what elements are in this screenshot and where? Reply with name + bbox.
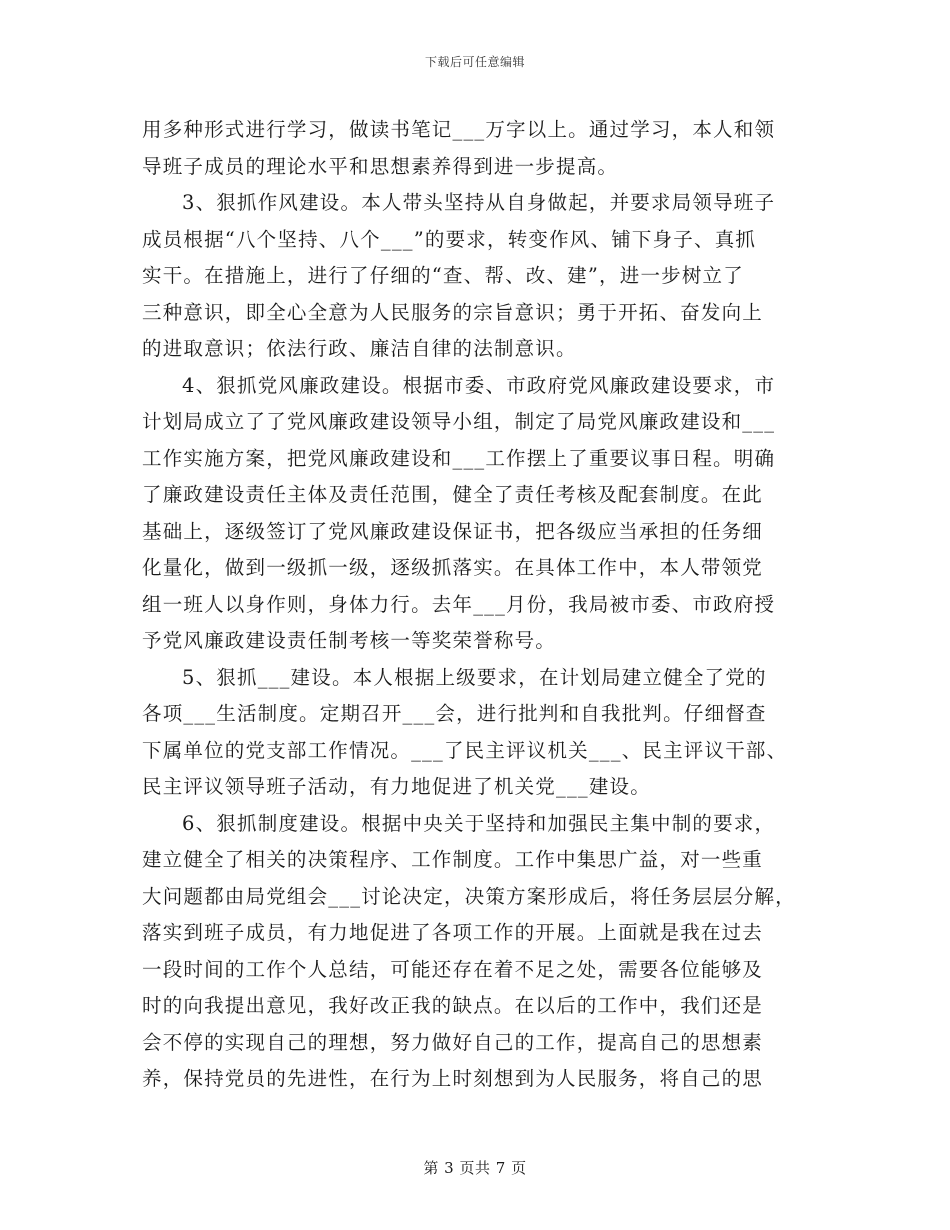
paragraph-line: 成员根据“八个坚持、八个___”的要求，转变作风、铺下身子、真抓 bbox=[142, 227, 757, 251]
paragraph-line: 计划局成立了了党风廉政建设领导小组，制定了局党风廉政建设和___ bbox=[142, 410, 776, 433]
paragraph-line: 化量化，做到一级抓一级，逐级抓落实。在具体工作中，本人带领党 bbox=[142, 556, 764, 579]
paragraph-line: 养，保持党员的先进性，在行为上时刻想到为人民服务，将自己的思 bbox=[142, 1067, 764, 1090]
paragraph-line: 下属单位的党支部工作情况。___了民主评议机关___、民主评议干部、 bbox=[142, 738, 788, 762]
paragraph-line: 三种意识，即全心全意为人民服务的宗旨意识；勇于开拓、奋发向上 bbox=[142, 300, 764, 324]
paragraph-line: 会不停的实现自己的理想，努力做好自己的工作，提高自己的思想素 bbox=[142, 1030, 764, 1054]
paragraph-line: 用多种形式进行学习，做读书笔记___万字以上。通过学习，本人和领 bbox=[142, 118, 776, 141]
paragraph-line: 的进取意识；依法行政、廉洁自律的法制意识。 bbox=[142, 337, 577, 360]
paragraph-line: 导班子成员的理论水平和思想素养得到进一步提高。 bbox=[142, 154, 619, 178]
paragraph-line: 大问题都由局党组会___讨论决定，决策方案形成后，将任务层层分解， bbox=[142, 884, 796, 908]
paragraph-line: 各项___生活制度。定期召开___会，进行批判和自我批判。仔细督查 bbox=[142, 702, 767, 725]
document-body bbox=[142, 112, 812, 1098]
paragraph-line: 了廉政建设责任主体及责任范围，健全了责任考核及配套制度。在此 bbox=[142, 483, 764, 506]
paragraph-line: 一段时间的工作个人总结，可能还存在着不足之处，需要各位能够及 bbox=[142, 957, 764, 981]
paragraph-line: 落实到班子成员，有力地促进了各项工作的开展。上面就是我在过去 bbox=[142, 921, 764, 944]
paragraph-line: 时的向我提出意见，我好改正我的缺点。在以后的工作中，我们还是 bbox=[142, 994, 764, 1017]
paragraph-first-line: 6、狠抓制度建设。根据中央关于坚持和加强民主集中制的要求， bbox=[182, 811, 776, 835]
paragraph-line: 基础上，逐级签订了党风廉政建设保证书，把各级应当承担的任务细 bbox=[142, 519, 764, 543]
page-header-note: 下载后可任意编辑 bbox=[424, 55, 525, 69]
paragraph-line: 建立健全了相关的决策程序、工作制度。工作中集思广益，对一些重 bbox=[142, 848, 764, 871]
paragraph-line: 组一班人以身作则，身体力行。去年___月份，我局被市委、市政府授 bbox=[142, 592, 776, 616]
paragraph-line: 工作实施方案，把党风廉政建设和___工作摆上了重要议事日程。明确 bbox=[142, 446, 776, 470]
paragraph-first-line: 4、狠抓党风廉政建设。根据市委、市政府党风廉政建设要求，市 bbox=[182, 373, 776, 397]
paragraph-first-line: 3、狠抓作风建设。本人带头坚持从自身做起，并要求局领导班子 bbox=[182, 191, 776, 214]
page-number-footer: 第 3 页共 7 页 bbox=[423, 1159, 527, 1177]
paragraph-line: 民主评议领导班子活动，有力地促进了机关党___建设。 bbox=[142, 775, 651, 798]
paragraph-first-line: 5、狠抓___建设。本人根据上级要求，在计划局建立健全了党的 bbox=[182, 665, 767, 689]
paragraph-line: 实干。在措施上，进行了仔细的“查、帮、改、建”，进一步树立了 bbox=[142, 264, 744, 287]
paragraph-line: 予党风廉政建设责任制考核一等奖荣誉称号。 bbox=[142, 629, 557, 652]
